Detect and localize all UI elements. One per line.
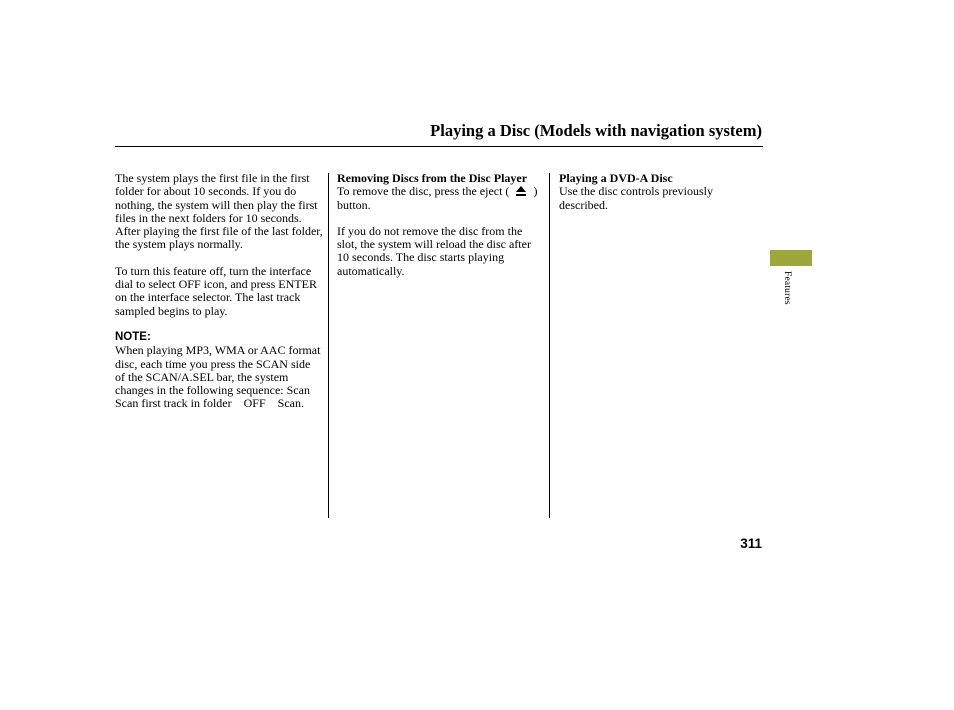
col2-paragraph-1 <box>337 185 543 212</box>
column-1 <box>115 172 323 411</box>
eject-text-before: To remove the disc, press the eject ( <box>337 184 510 199</box>
column-2 <box>337 172 543 291</box>
section-label: Features <box>782 271 792 305</box>
col1-paragraph-2: To turn this feature off, turn the interface dial to select OFF icon, and press ENTER on the interface selector. The last track sampled begins to play. <box>115 263 317 318</box>
sequence-step-3: OFF <box>243 396 266 411</box>
note-label: NOTE: <box>115 330 151 343</box>
page-number: 311 <box>740 536 762 551</box>
column-3 <box>559 172 749 225</box>
col1-paragraph-1: The system plays the first file in the first folder for about 10 seconds. If you do nothing, the system will then play the first files in the next folders for 10 seconds. After playing the first file of the last folder, the system plays normally. <box>115 171 323 252</box>
eject-icon <box>515 185 527 197</box>
note-text-intro: When playing MP3, WMA or AAC format disc, each time you press the SCAN side of the SCAN/A.SEL bar, the system changes in the following sequence: <box>115 343 321 398</box>
page-title: Playing a Disc (Models with navigation system) <box>430 121 762 140</box>
removing-discs-heading: Removing Discs from the Disc Player <box>337 171 528 185</box>
note-block <box>115 331 323 411</box>
section-tab <box>770 250 812 266</box>
sequence-step-2: Scan first track in folder <box>115 396 232 411</box>
column-divider-1 <box>328 173 329 518</box>
col2-paragraph-2: If you do not remove the disc from the slot, the system will reload the disc after 10 seconds. The disc starts playing automatically. <box>337 223 531 278</box>
title-divider <box>115 146 763 147</box>
sequence-step-1: Scan <box>286 383 310 398</box>
column-divider-2 <box>549 173 550 518</box>
sequence-step-4: Scan. <box>277 396 304 411</box>
col3-paragraph-1: Use the disc controls previously described. <box>559 184 713 212</box>
dvd-a-heading: Playing a DVD-A Disc <box>559 171 673 185</box>
eject-text-after: ) button. <box>337 184 538 212</box>
